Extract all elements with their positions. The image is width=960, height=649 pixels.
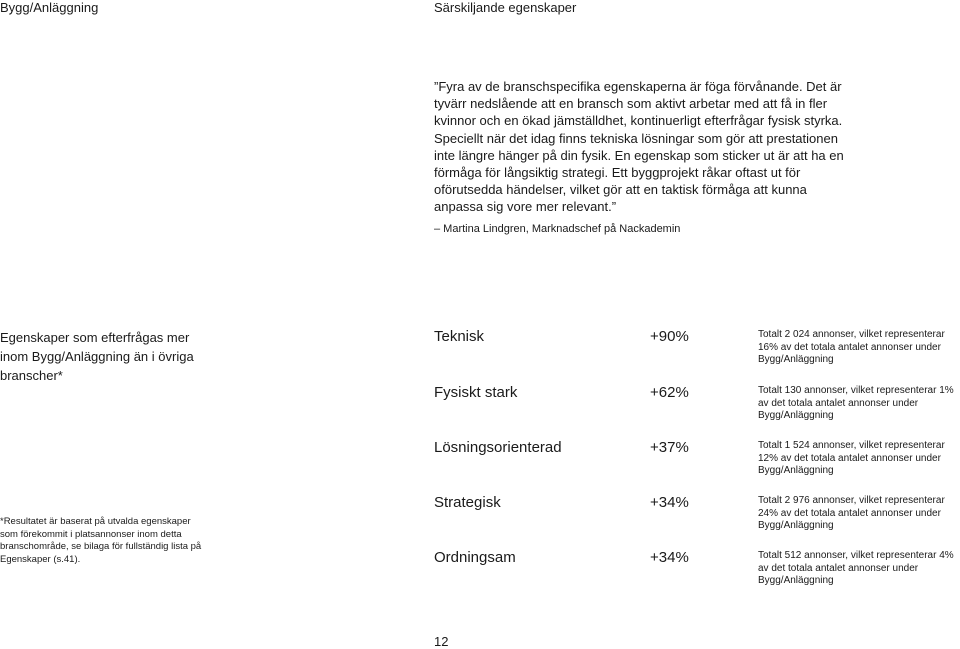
- header-section-right: Särskiljande egenskaper: [434, 0, 577, 15]
- property-description: Totalt 2 024 annonser, vilket representerar 16% av det totala antalet annonser under Bygg/Anläggning: [758, 329, 945, 366]
- property-name: Ordningsam: [434, 549, 516, 566]
- property-name: Teknisk: [434, 328, 485, 345]
- quote-text: ”Fyra av de branschspecifika egenskaperna är föga förvånande. Det är tyvärr nedslående att en bransch som aktivt arbetar med att få in fler kvinnor och en ökad jämställdhet, kontinuerligt efterfrågar fysisk styrka. Speciellt när det idag finns tekniska lösningar som gör att prestationen inte längre hänger på din fysik. En egenskap som sticker ut är att ha en förmåga för långsiktig strategi. Ett byggprojekt råkar oftast ut för oförutsedda händelser, vilket gör att en taktisk förmåga att kunna anpassa sig vore mer relevant.”: [434, 79, 844, 215]
- property-row: [434, 547, 960, 597]
- property-name: Strategisk: [434, 494, 501, 511]
- side-heading: Egenskaper som efterfrågas mer inom Bygg/Anläggning än i övriga branscher*: [0, 330, 194, 383]
- quote-block: [434, 78, 854, 216]
- property-description: Totalt 2 976 annonser, vilket representerar 24% av det totala antalet annonser under Bygg/Anläggning: [758, 495, 945, 532]
- property-name: Lösningsorienterad: [434, 439, 562, 456]
- page-number: 12: [434, 634, 449, 649]
- property-percent: +37%: [650, 439, 689, 456]
- property-row: [434, 326, 960, 376]
- property-description: Totalt 1 524 annonser, vilket representerar 12% av det totala antalet annonser under Bygg/Anläggning: [758, 440, 945, 477]
- property-description: Totalt 512 annonser, vilket representerar 4% av det totala antalet annonser under Bygg/Anläggning: [758, 550, 954, 587]
- property-percent: +34%: [650, 549, 689, 566]
- quote-attribution: – Martina Lindgren, Marknadschef på Nackademin: [434, 223, 681, 235]
- property-row: [434, 382, 960, 432]
- property-row: [434, 437, 960, 487]
- property-row: [434, 492, 960, 542]
- header-section-left: Bygg/Anläggning: [0, 0, 99, 15]
- footnote: *Resultatet är baserat på utvalda egenskaper som förekommit i platsannonser inom detta branschområde, se bilaga för fullständig lista på Egenskaper (s.41).: [0, 516, 202, 566]
- property-percent: +34%: [650, 494, 689, 511]
- property-name: Fysiskt stark: [434, 384, 518, 401]
- property-percent: +62%: [650, 384, 689, 401]
- property-percent: +90%: [650, 328, 689, 345]
- property-description: Totalt 130 annonser, vilket representerar 1% av det totala antalet annonser under Bygg/Anläggning: [758, 385, 954, 422]
